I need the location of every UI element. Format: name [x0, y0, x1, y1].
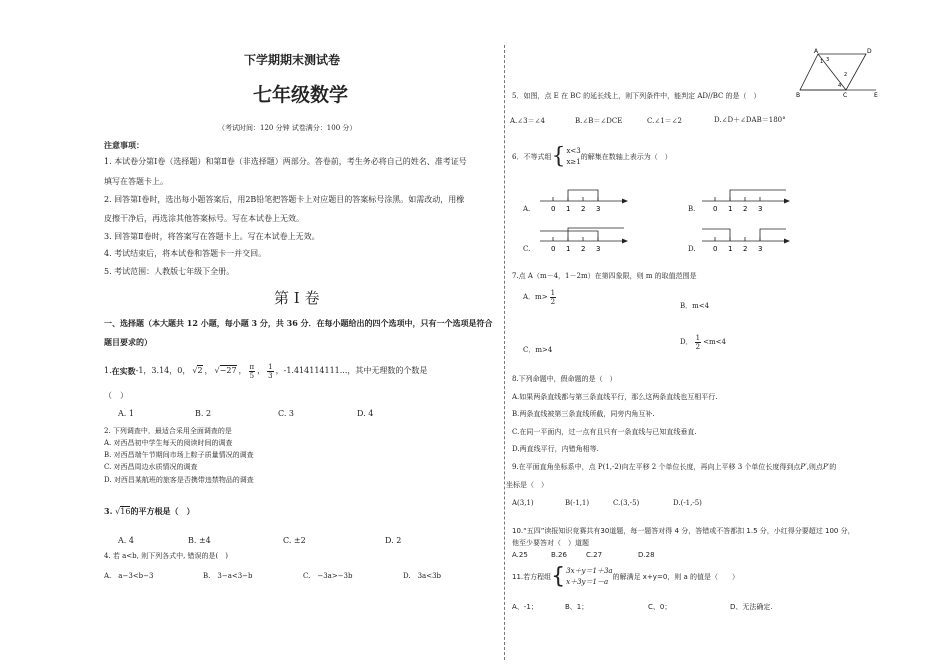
q5-option-b: B.∠B＝∠DCE [575, 117, 623, 125]
q11-option-d: D、无法确定. [730, 603, 773, 611]
q6-option-a-label: A. [523, 205, 531, 213]
q9-p-prime-1: P′ [800, 463, 807, 471]
tick-label-0: 0 [551, 205, 556, 213]
q3-stem-text: 的平方根是（ ） [130, 506, 195, 516]
q9-option-c: C.(3,-5) [613, 499, 640, 507]
notes-line-6: 4. 考试结束后，将本试卷和答题卡一并交回。 [104, 249, 267, 258]
tick-label-0: 0 [713, 245, 718, 253]
q1-three: 3 [268, 371, 273, 380]
q9-p-prime-2: P′ [822, 463, 830, 471]
section1-line-1: 一、选择题（本大题共 12 小题，每小题 3 分，共 36 分．在每小题给出的四个选项中，只有一个选项是符合 [104, 318, 493, 328]
notes-line-3: 2. 回答第Ⅰ卷时，选出每小题答案后，用2B铅笔把答题卡上对应题目的答案标号涂黑。如需改动，用橡 [104, 195, 465, 204]
q6-option-c-label: C. [523, 245, 531, 253]
q6-option-b-label: B. [688, 205, 696, 213]
notes-line-1: 1. 本试卷分第Ⅰ卷（选择题）和第Ⅱ卷（非选择题）两部分。答卷前，考生务必将自己的姓名、准考证号 [104, 157, 467, 166]
tick-label-1: 1 [728, 205, 733, 213]
q1-option-a: A. 1 [118, 409, 134, 418]
tick-label-2: 2 [743, 245, 748, 253]
q3-option-a: A. 4 [118, 536, 134, 545]
q11-suffix: 的解满足 x+y=0，则 a 的值是（ ） [612, 572, 740, 581]
q7-d-den: 2 [695, 342, 701, 351]
q9-text-end: 的 [829, 463, 837, 471]
q7-stem: 7.点 A（m－4，1－2m）在第四象限，则 m 的取值范围是 [512, 272, 697, 280]
q1-option-d: D. 4 [357, 409, 374, 418]
q1-pi: π [249, 362, 255, 371]
q3-radicand: 16 [120, 507, 131, 516]
exam-info: （考试时间：120 分钟 试卷满分：100 分） [218, 124, 357, 132]
q3-stem [104, 506, 194, 517]
q6-option-d-label: D. [688, 245, 696, 253]
tick-label-0: 0 [713, 205, 718, 213]
q3-num: 3. [104, 506, 113, 516]
q1-option-c: C. 3 [278, 409, 295, 418]
tick-label-3: 3 [596, 245, 601, 253]
tick-label-3: 3 [596, 205, 601, 213]
q11-option-c: C、0； [648, 603, 672, 611]
q7-d-prefix: D． [680, 337, 693, 346]
q1-sqrt2-radicand: 2 [197, 366, 203, 375]
axis-arrow [622, 199, 628, 204]
axis-arrow [784, 239, 790, 244]
q1-nums: -1，3.14，0， [135, 366, 191, 375]
solution-ray [730, 190, 786, 201]
q11-stem [512, 563, 739, 591]
ray-right [568, 228, 624, 241]
q11-option-b: B、1； [565, 603, 589, 611]
tick-label-3: 3 [758, 205, 763, 213]
q7-a-den: 2 [550, 297, 556, 306]
q7-option-c: C．m>4 [523, 346, 553, 354]
tick-label-2: 2 [743, 205, 748, 213]
q8-option-b: B.两条直线被第三条直线所截，同旁内角互补. [512, 410, 655, 418]
fig-angle-2: 2 [844, 72, 848, 78]
q10-option-d: D.28 [638, 551, 655, 559]
q5-option-c: C.∠1＝∠2 [647, 117, 682, 125]
q8-stem: 8.下列命题中，假命题的是（ ） [512, 375, 617, 383]
fig-label-e: E [874, 92, 878, 97]
q3-option-d: D. 2 [385, 536, 402, 545]
q1-tail: ，-1.414114111...，其中无理数的个数是 [275, 366, 428, 375]
q3-option-c: C. ±2 [283, 536, 306, 545]
q7-d-tail: <m<4 [703, 337, 726, 346]
q9-line-1 [512, 463, 836, 472]
q1-one-third [267, 363, 273, 380]
notes-line-7: 5. 考试范围：人教版七年级下全册。 [104, 267, 235, 276]
q1-sqrtm27: √−27 [214, 366, 237, 375]
q2-option-b: B. 对西昌端午节期间市场上粽子质量情况的调查 [104, 451, 254, 459]
subject-title: 七年级数学 [253, 84, 349, 106]
q11-eq2: x＋3y＝1－a [566, 578, 609, 586]
column-divider [504, 45, 505, 660]
q7-option-d [680, 330, 726, 354]
q4-option-b: B. 3−a<3−b [203, 572, 253, 580]
q2-stem: 2. 下列调查中，最适合采用全面调查的是 [104, 427, 232, 435]
tick-label-1: 1 [728, 245, 733, 253]
fig-angle-3: 3 [826, 57, 830, 63]
q1-sqrtm27-radicand: −27 [219, 366, 237, 375]
q5-parallelogram-figure [796, 47, 880, 97]
q4-option-a: A. a−3<b−3 [104, 572, 154, 580]
q6-suffix: 的解集在数轴上表示为（ ） [580, 152, 672, 161]
axis-arrow [622, 239, 628, 244]
q4-option-d: D. 3a<3b [403, 572, 442, 580]
q9-text-1: 9.在平面直角坐标系中，点 P(1,-2)向左平移 2 个单位长度，再向上平移 3 个单位长度得到点 [512, 463, 801, 471]
q8-option-d: D.两直线平行，内错角相等. [512, 445, 599, 453]
q3-sqrt16: √16 [115, 507, 131, 516]
q7-a-prefix: A．m> [523, 292, 548, 301]
q1-one: 1 [268, 362, 273, 371]
q7-a-num: 1 [550, 288, 556, 297]
ray-left [702, 229, 730, 241]
q6-prefix: 6．不等式组 [512, 152, 552, 161]
q6-system [566, 146, 580, 168]
q11-option-a: A、-1； [512, 603, 538, 611]
exam-title: 下学期期末测试卷 [244, 53, 341, 67]
q7-option-a [523, 286, 558, 308]
tick-label-0: 0 [551, 245, 556, 253]
q6-stem [512, 142, 672, 172]
q11-system [566, 566, 612, 588]
fig-label-a: A [814, 48, 819, 55]
q10-line-2: 他至少要答对（ ）道题 [512, 539, 589, 547]
notes-line-5: 3. 回答第Ⅱ卷时，将答案写在答题卡上。写在本试卷上无效。 [104, 232, 320, 241]
q9-option-b: B(-1,1) [565, 499, 590, 507]
fig-label-d: D [867, 48, 872, 55]
q2-option-c: C. 对西昌周边水质情况的调查 [104, 463, 198, 471]
q8-option-a: A.如果两条直线都与第三条直线平行，那么这两条直线也互相平行. [512, 393, 718, 401]
q1-five: 5 [249, 371, 255, 380]
tick-label-3: 3 [758, 245, 763, 253]
tick-label-1: 1 [566, 205, 571, 213]
q1-stem: 1. 在实数 -1，3.14，0， √2 ， √−27 ， $\frac{\pi}{5}$ ， $\frac{1}{3}$ ，-1.414114111...，其中无理数的个数是 [104, 362, 428, 380]
q8-option-c: C.在同一平面内，过一点有且只有一条直线与已知直线垂直. [512, 428, 697, 436]
fig-angle-1: 1 [820, 59, 824, 65]
q6-sys2: x≥1 [566, 158, 581, 166]
q11-prefix: 11.若方程组 [512, 572, 552, 581]
q3-option-b: B. ±4 [188, 536, 211, 545]
notes-line-2: 填写在答题卡上。 [104, 177, 168, 186]
q6-sys1: x<3 [566, 147, 581, 155]
q6-brace: { [551, 144, 566, 169]
q11-eq1: 3x＋y＝1＋3a [566, 567, 613, 575]
tick-label-2: 2 [581, 245, 586, 253]
q2-option-d: D. 对西昌某航班的旅客是否携带违禁物品的调查 [104, 476, 254, 484]
section1-line-2: 题目要求的） [104, 337, 152, 347]
q9-text-mid: ,则点 [806, 463, 823, 471]
q6-option-a-numberline [540, 183, 640, 217]
q7-d-num: 1 [695, 333, 701, 342]
q9-option-a: A(3,1) [512, 499, 534, 507]
q6-option-c-numberline [540, 223, 640, 257]
q1-sqrt2: √2 [192, 366, 203, 375]
parallelogram-shape [800, 54, 866, 90]
notes-line-4: 皮擦干净后，再选涂其他答案标号。写在本试卷上无效。 [104, 214, 304, 223]
q1-paren: （ ） [104, 391, 128, 400]
notes-heading: 注意事项： [104, 140, 144, 150]
q10-line-1: 10.“五四”读报知识竞赛共有30道题，每一题答对得 4 分，答错或不答都扣 1.5 分，小红得分要超过 100 分， [512, 527, 855, 535]
volume-title: 第 I 卷 [274, 289, 320, 307]
q6-option-d-numberline [702, 223, 802, 257]
q4-option-c: C. −3a>−3b [303, 572, 353, 580]
q10-option-a: A.25 [512, 551, 528, 559]
q1-bold: 在实数 [111, 366, 136, 376]
q11-brace: { [551, 564, 566, 589]
q7-d-fraction [695, 334, 701, 351]
fig-label-c: C [843, 92, 848, 97]
q10-option-c: C.27 [586, 551, 603, 559]
tick-label-2: 2 [581, 205, 586, 213]
q7-a-fraction [550, 289, 556, 306]
tick-label-1: 1 [566, 245, 571, 253]
ray-left [540, 231, 598, 241]
q9-line-2: 坐标是（ ） [506, 481, 548, 489]
q1-option-b: B. 2 [195, 409, 212, 418]
q10-option-b: B.26 [551, 551, 567, 559]
axis-arrow [784, 199, 790, 204]
q1-prefix: 1. [104, 366, 112, 375]
ray-right [760, 229, 786, 241]
q5-option-d: D.∠D＋∠DAB＝180° [714, 116, 786, 124]
q1-pi-over-5 [249, 363, 256, 380]
q2-option-a: A. 对西昌初中学生每天的阅读时间的调查 [104, 439, 233, 447]
q6-option-b-numberline [702, 183, 802, 217]
q5-option-a: A.∠3＝∠4 [510, 117, 545, 125]
q7-option-b: B．m<4 [680, 302, 710, 310]
fig-label-b: B [796, 92, 801, 97]
q9-option-d: D.(-1,-5) [673, 499, 702, 507]
q4-stem: 4. 若 a<b, 则下列各式中, 错误的是( ) [104, 552, 229, 560]
fig-angle-4: 4 [838, 83, 842, 89]
q5-stem: 5．如图，点 E 在 BC 的延长线上，则下列条件中，能判定 AD//BC 的是（ ） [512, 92, 761, 100]
